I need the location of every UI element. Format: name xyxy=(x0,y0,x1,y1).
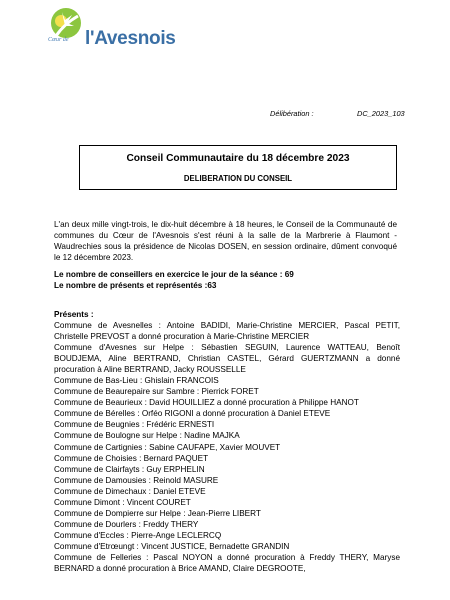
meeting-title: Conseil Communautaire du 18 décembre 2023 xyxy=(126,153,350,164)
attendee-entry: Commune de Choisies : Bernard PAQUET xyxy=(54,453,209,463)
attendee-entry: Commune d'Avesnes sur Helpe : Sébastien SEGUIN, Laurence WATTEAU, Benoît BOUDJEMA, Aline BERTRAND, Christian CASTEL, Gérard GUERTZMANN a donné procuration à Aline BERTRAND, Jacky ROUSSELLE xyxy=(54,343,400,375)
attendee-entry: Commune d'Eccles : Pierre-Ange LECLERCQ xyxy=(54,530,222,540)
attendee-entry: Commune de Avesnelles : Antoine BADIDI, Marie-Christine MERCIER, Pascal PETIT, Christelle PREVOST a donné procuration à Marie-Christine MERCIER xyxy=(54,321,400,342)
logo-prefix: Cœur de xyxy=(48,37,69,43)
attendee-entry: Commune de Cartignies : Sabine CAUFAPE, Xavier MOUVET xyxy=(54,442,281,452)
attendee-entry: Commune d'Etrœungt : Vincent JUSTICE, Bernadette GRANDIN xyxy=(54,541,290,551)
attendance-counts xyxy=(54,269,397,291)
deliberation-label: Délibération : xyxy=(270,109,314,118)
organization-logo xyxy=(34,6,176,62)
attendee-entry: Commune Dimont : Vincent COURET xyxy=(54,497,191,507)
attendee-entry: Commune de Felleries : Pascal NOYON a donné procuration à Freddy THERY, Maryse BERNARD a donné procuration à Brice AMAND, Claire DEGROOTE, xyxy=(54,552,400,574)
attendee-entry: Commune de Beaurepaire sur Sambre : Pierrick FORET xyxy=(54,387,259,397)
attendee-list xyxy=(54,320,400,574)
attendee-entry: Commune de Dimechaux : Daniel ETEVE xyxy=(54,486,206,496)
attendee-entry: Commune de Boulogne sur Helpe : Nadine MAJKA xyxy=(54,431,240,441)
title-box xyxy=(79,145,397,190)
attendee-entry: Commune de Dourlers : Freddy THERY xyxy=(54,519,199,529)
attendee-entry: Commune de Beaurieux : David HOUILLIEZ a donné procuration à Philippe HANOT xyxy=(54,398,359,408)
attendee-entry: Commune de Clairfayts : Guy ERPHELIN xyxy=(54,464,205,474)
attendee-entry: Commune de Damousies : Reinold MASURE xyxy=(54,475,219,485)
deliberation-number: DC_2023_103 xyxy=(357,109,405,118)
councillors-in-office: Le nombre de conseillers en exercice le jour de la séance : 69 xyxy=(54,270,294,279)
presents-heading: Présents : xyxy=(54,310,94,319)
present-represented-count: Le nombre de présents et représentés :63 xyxy=(54,281,217,290)
attendee-entry: Commune de Dompierre sur Helpe : Jean-Pierre LIBERT xyxy=(54,508,261,518)
intro-paragraph: L'an deux mille vingt-trois, le dix-huit décembre à 18 heures, le Conseil de la Communauté de communes du Cœur de l'Avesnois s'est réuni à la salle de la Marbrerie à Flaumont -Waudrechies sous la présidence de Nicolas DOSEN, en session ordinaire, dûment convoqué le 12 décembre 2023. xyxy=(54,220,397,263)
logo-wordmark: l'Avesnois xyxy=(85,28,176,49)
document-subtitle: DELIBERATION DU CONSEIL xyxy=(183,174,293,183)
attendee-entry: Commune de Bérelles : Orféo RIGONI a donné procuration à Daniel ETEVE xyxy=(54,409,331,419)
attendee-entry: Commune de Beugnies : Frédéric ERNESTI xyxy=(54,420,215,430)
attendee-entry: Commune de Bas-Lieu : Ghislain FRANCOIS xyxy=(54,376,219,386)
